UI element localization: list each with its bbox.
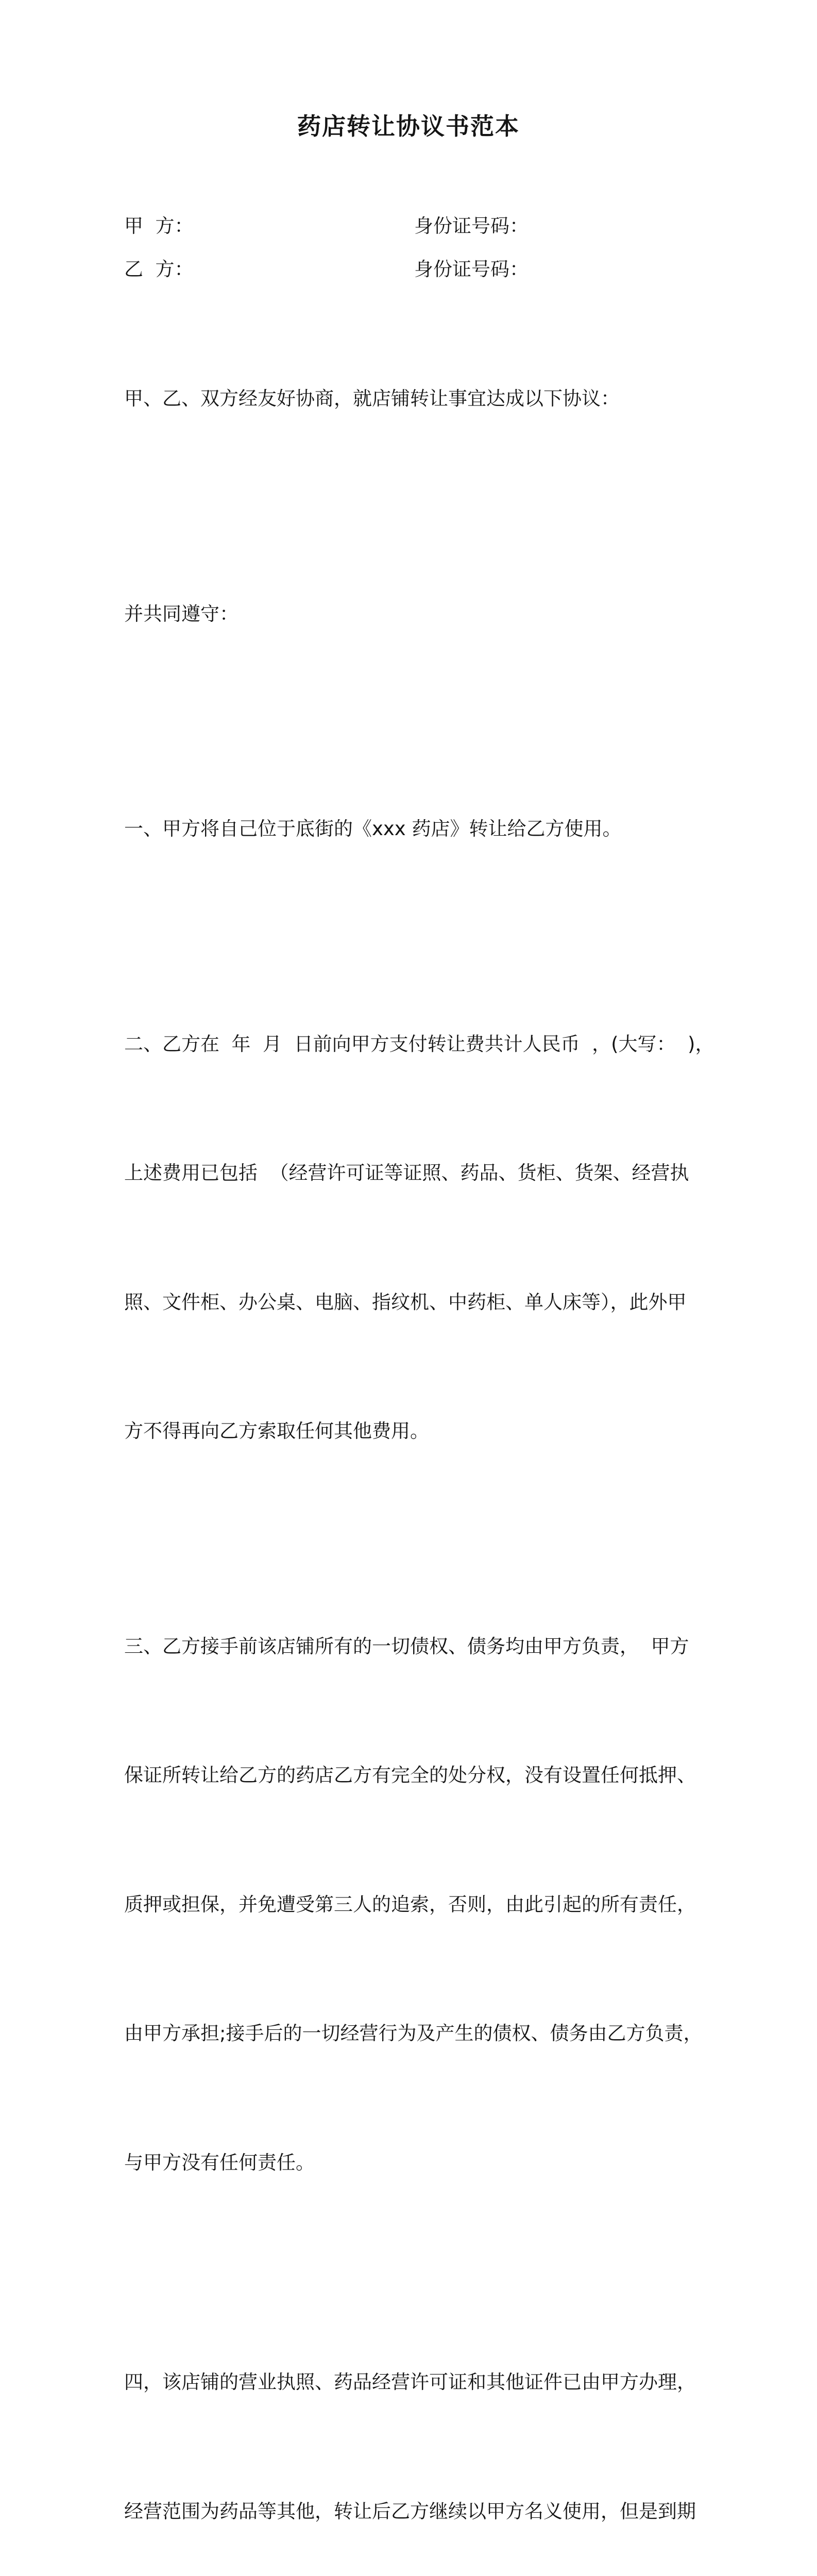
intro-paragraph	[124, 291, 701, 506]
document-title: 药店转让协议书范本	[297, 112, 520, 140]
clause-3	[124, 1539, 701, 2270]
clause-1	[124, 721, 701, 937]
text-line: 由甲方承担;接手后的一切经营行为及产生的债权、债务由乙方负责，	[124, 2022, 703, 2044]
text-line: 照、文件柜、办公桌、电脑、指纹机、中药柜、单人床等），此外甲	[124, 1291, 687, 1313]
text-line: 一、甲方将自己位于底街的《xxx 药店》转让给乙方使用。	[124, 818, 622, 840]
clause-4	[124, 2275, 701, 2576]
text-line: 三、乙方接手前该店铺所有的一切债权、债务均由甲方负责， 甲方	[124, 1635, 689, 1657]
text-line: 并共同遵守：	[124, 602, 239, 625]
text-line: 保证所转让给乙方的药店乙方有完全的处分权，没有设置任何抵押、	[124, 1764, 696, 1786]
party-a-row	[124, 205, 701, 248]
compliance-paragraph	[124, 506, 701, 722]
text-line: 上述费用已包括 （经营许可证等证照、药品、货柜、货架、经营执	[124, 1162, 689, 1184]
party-b-id-label: 身份证号码：	[414, 258, 529, 280]
party-b-row	[124, 248, 701, 291]
party-a-id-label: 身份证号码：	[414, 215, 529, 237]
text-line: 与甲方没有任何责任。	[124, 2151, 315, 2174]
text-line: 二、乙方在 年 月 日前向甲方支付转让费共计人民币 ，(大写： )，	[124, 1032, 714, 1055]
text-line: 经营范围为药品等其他，转让后乙方继续以甲方名义使用，但是到期	[124, 2500, 696, 2522]
text-line: 质押或担保，并免遭受第三人的追索，否则，由此引起的所有责任，	[124, 1893, 696, 1916]
text-line: 方不得再向乙方索取任何其他费用。	[124, 1420, 429, 1442]
text-line: 甲、乙、双方经友好协商，就店铺转让事宜达成以下协议：	[124, 387, 620, 410]
clause-2	[124, 937, 714, 1539]
party-b-label: 乙 方：	[124, 258, 194, 280]
agreement-body	[124, 291, 714, 2576]
party-a-label: 甲 方：	[124, 215, 194, 237]
text-line: 四，该店铺的营业执照、药品经营许可证和其他证件已由甲方办理，	[124, 2371, 696, 2393]
